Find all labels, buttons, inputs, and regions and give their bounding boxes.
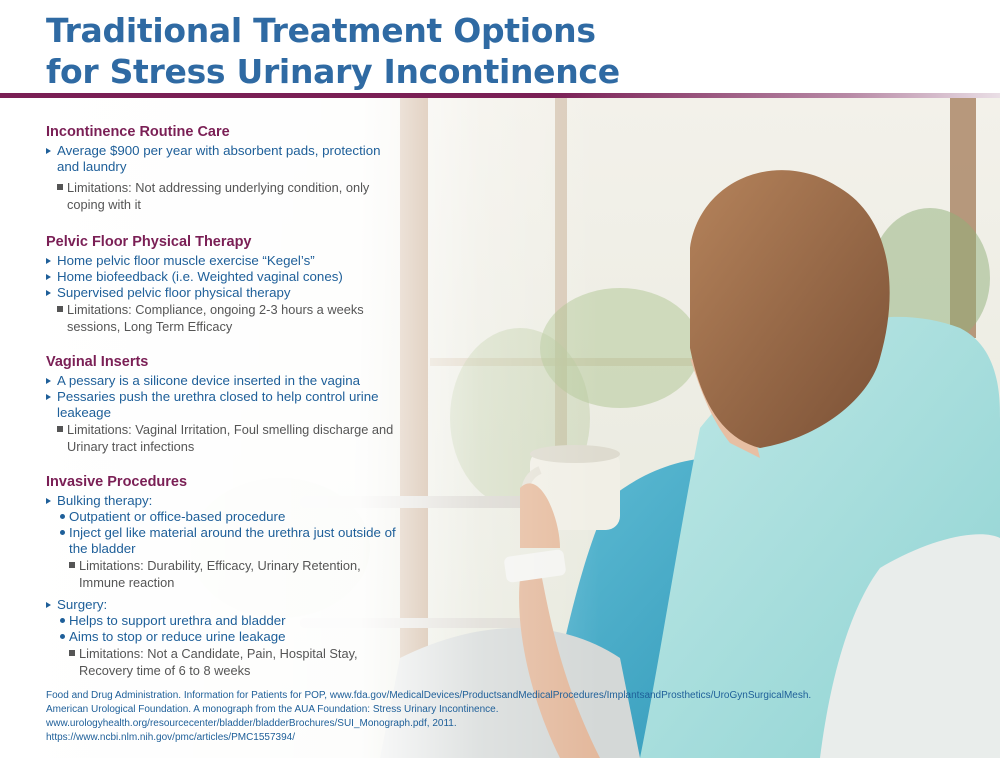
references — [46, 689, 946, 745]
section-heading: Incontinence Routine Care — [46, 124, 230, 140]
reference-item: Food and Drug Administration. Information for Patients for POP, www.fda.gov/MedicalDevices/ProductsandMedicalProcedures/ImplantsandProsthetics/UroGynSurgicalMesh. — [46, 690, 812, 701]
page-title — [46, 10, 620, 92]
limitation-item: Limitations: Not addressing underlying condition, only coping with it — [46, 179, 406, 213]
header — [0, 0, 1000, 93]
sub-bullet-item: Helps to support urethra and bladder — [46, 613, 406, 629]
bullet-item: Surgery: — [46, 597, 406, 613]
title-line-2: for Stress Urinary Incontinence — [46, 52, 620, 91]
section-heading: Vaginal Inserts — [46, 354, 149, 370]
bullet-item: Pessaries push the urethra closed to help control urine leakeage — [46, 389, 406, 421]
limitation-item: Limitations: Vaginal Irritation, Foul smelling discharge and Urinary tract infections — [46, 421, 406, 455]
section-pelvic-floor — [46, 234, 406, 335]
bullet-item: Home pelvic floor muscle exercise “Kegel’s” — [46, 253, 406, 269]
bullet-item: Supervised pelvic floor physical therapy — [46, 285, 406, 301]
reference-item: www.urologyhealth.org/resourcecenter/bladder/bladderBrochures/SUI_Monograph.pdf, 2011. — [46, 718, 457, 729]
bullet-item: A pessary is a silicone device inserted in the vagina — [46, 373, 406, 389]
sub-bullet-item: Aims to stop or reduce urine leakage — [46, 629, 406, 645]
section-vaginal-inserts — [46, 354, 406, 455]
treatment-options — [46, 124, 406, 679]
reference-item: https://www.ncbi.nlm.nih.gov/pmc/articles/PMC1557394/ — [46, 732, 295, 743]
section-heading: Pelvic Floor Physical Therapy — [46, 234, 252, 250]
section-invasive-procedures — [46, 474, 406, 679]
section-heading: Invasive Procedures — [46, 474, 188, 490]
reference-item: American Urological Foundation. A monograph from the AUA Foundation: Stress Urinary Incontinence. — [46, 704, 499, 715]
sub-bullet-item: Outpatient or office-based procedure — [46, 509, 406, 525]
section-routine-care — [46, 124, 406, 213]
title-line-1: Traditional Treatment Options — [46, 11, 596, 50]
limitation-item: Limitations: Durability, Efficacy, Urinary Retention, Immune reaction — [46, 557, 406, 591]
limitation-item: Limitations: Compliance, ongoing 2-3 hours a weeks sessions, Long Term Efficacy — [46, 301, 406, 335]
limitation-item: Limitations: Not a Candidate, Pain, Hospital Stay, Recovery time of 6 to 8 weeks — [46, 645, 406, 679]
bullet-item: Average $900 per year with absorbent pads, protection and laundry — [46, 143, 406, 175]
sub-bullet-item: Inject gel like material around the urethra just outside of the bladder — [46, 525, 406, 557]
bullet-item: Bulking therapy: — [46, 493, 406, 509]
bullet-item: Home biofeedback (i.e. Weighted vaginal cones) — [46, 269, 406, 285]
